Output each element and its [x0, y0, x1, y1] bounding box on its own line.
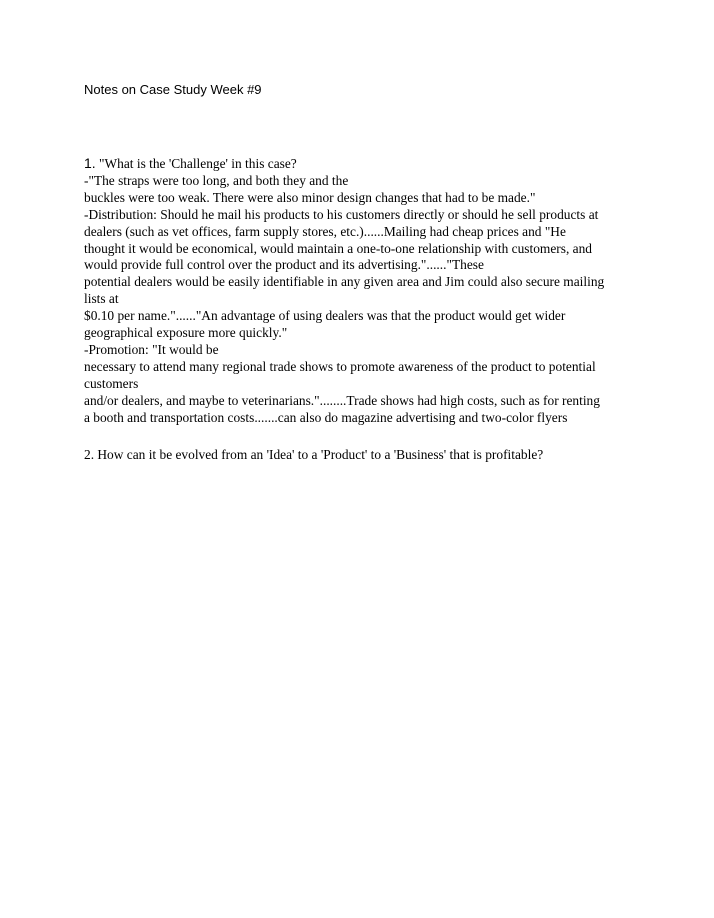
note-line: -Distribution: Should he mail his products to his customers directly or should he sell products at — [84, 206, 599, 222]
note-line: would provide full control over the product and its advertising."......"These — [84, 257, 484, 273]
note-line: -"The straps were too long, and both they and the — [84, 172, 349, 188]
note-line: potential dealers would be easily identifiable in any given area and Jim could also secure mailing — [84, 274, 605, 290]
note-line: buckles were too weak. There were also minor design changes that had to be made." — [84, 189, 536, 205]
note-line: $0.10 per name."......"An advantage of using dealers was that the product would get wider — [84, 308, 566, 324]
note-line: a booth and transportation costs.......can also do magazine advertising and two-color flyers — [84, 409, 568, 425]
note-line: necessary to attend many regional trade shows to promote awareness of the product to potential — [84, 358, 596, 374]
question-1-number: 1. — [84, 155, 96, 171]
note-line: customers — [84, 375, 139, 391]
note-line: thought it would be economical, would maintain a one-to-one relationship with customers, and — [84, 240, 592, 256]
question-1-text: "What is the 'Challenge' in this case? — [95, 156, 297, 171]
note-line: dealers (such as vet offices, farm supply stores, etc.)......Mailing had cheap prices and "He — [84, 223, 566, 239]
note-line: lists at — [84, 291, 119, 307]
question-1-line — [84, 155, 644, 173]
note-line: -Promotion: "It would be — [84, 341, 219, 357]
question-1-notes — [84, 155, 644, 427]
page-title: Notes on Case Study Week #9 — [84, 82, 262, 97]
question-2: 2. How can it be evolved from an 'Idea' to a 'Product' to a 'Business' that is profitable? — [84, 447, 544, 462]
note-line: geographical exposure more quickly." — [84, 325, 288, 341]
note-line: and/or dealers, and maybe to veterinarians."........Trade shows had high costs, such as for renting — [84, 392, 600, 408]
